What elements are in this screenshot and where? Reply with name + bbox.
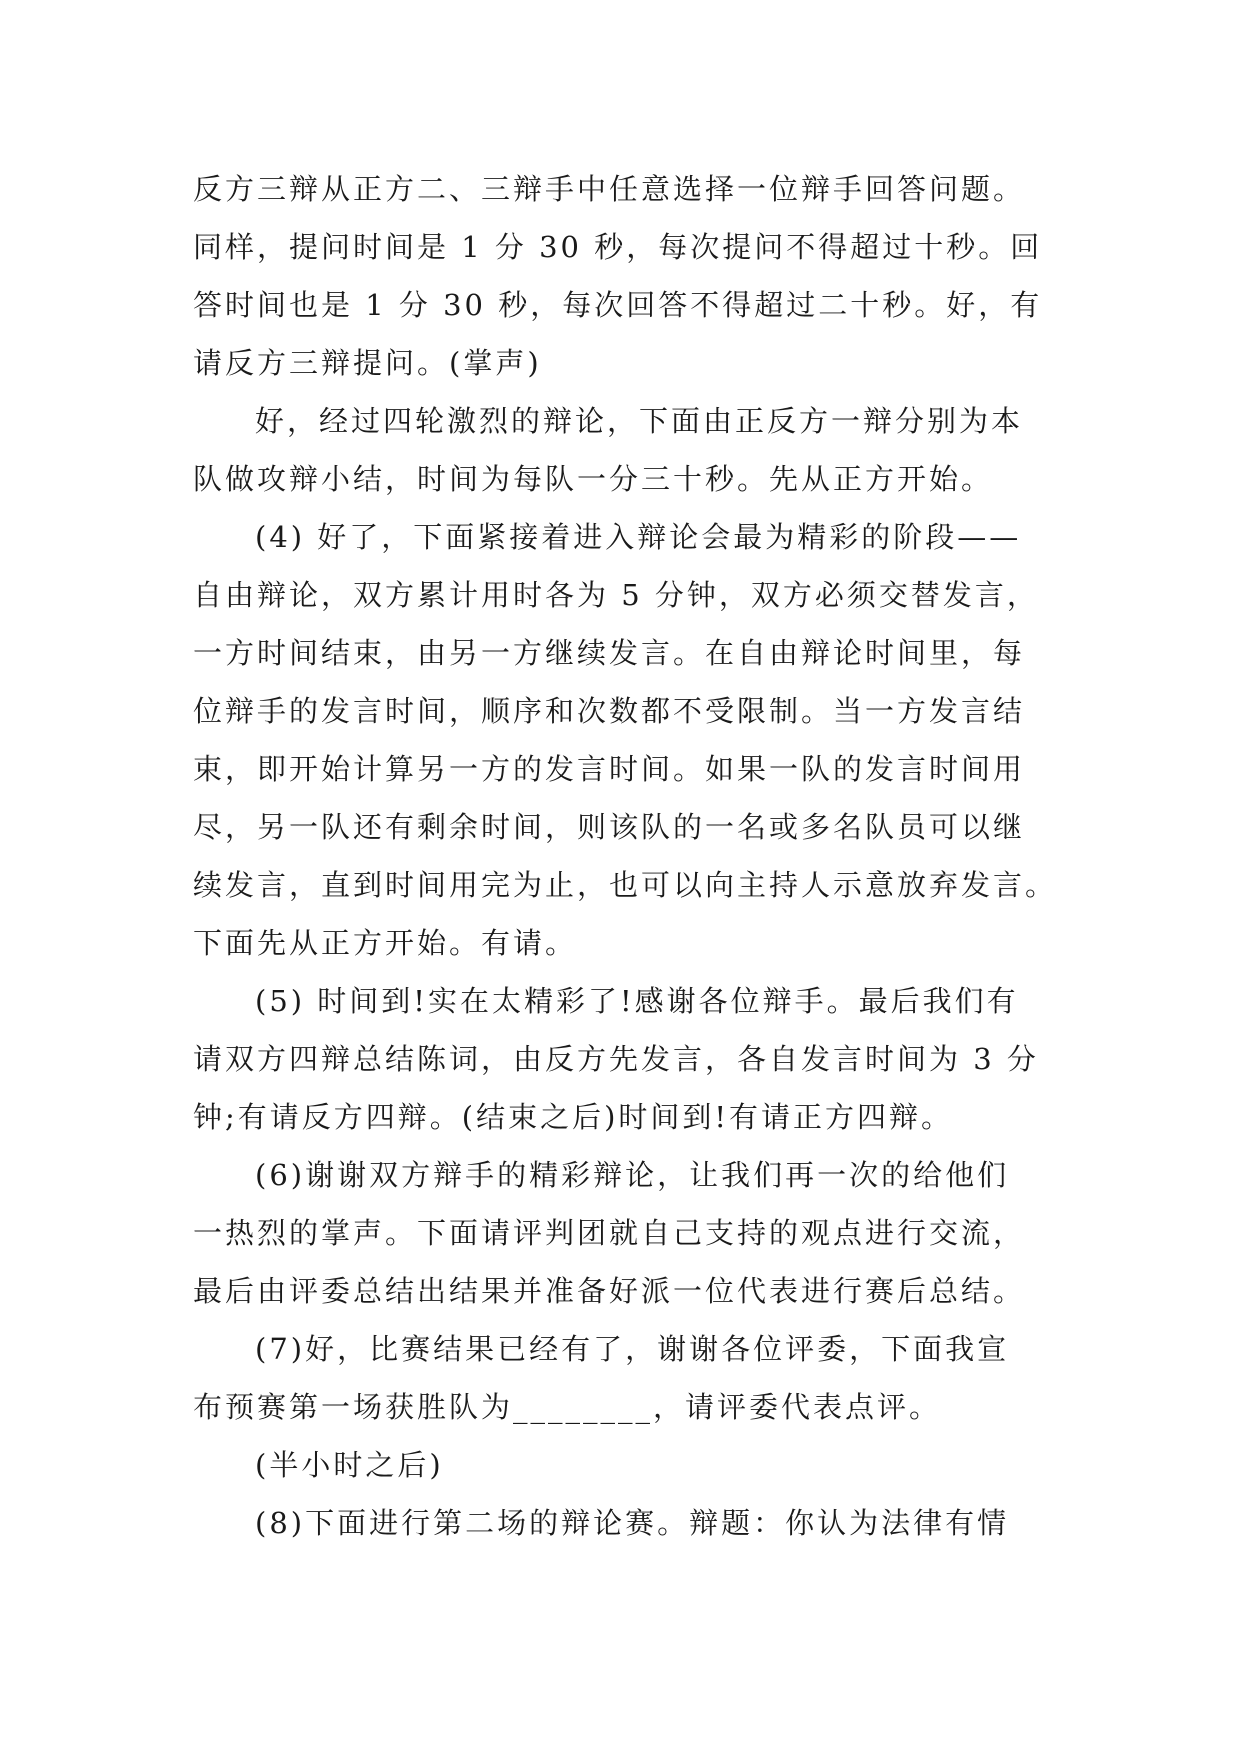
text-line-3: 答时间也是 1 分 30 秒，每次回答不得超过二十秒。好，有 <box>193 288 1043 322</box>
text-line-7: (4) 好了，下面紧接着进入辩论会最为精彩的阶段—— <box>255 520 1022 554</box>
text-line-9: 一方时间结束，由另一方继续发言。在自由辩论时间里，每 <box>193 636 1026 670</box>
text-line-1: 反方三辩从正方二、三辩手中任意选择一位辩手回答问题。 <box>193 172 1026 206</box>
text-line-18: (6)谢谢双方辩手的精彩辩论，让我们再一次的给他们 <box>255 1158 1010 1192</box>
text-line-4: 请反方三辩提问。(掌声) <box>193 346 542 380</box>
text-line-17: 钟;有请反方四辩。(结束之后)时间到!有请正方四辩。 <box>193 1100 954 1134</box>
text-line-23: (半小时之后) <box>255 1448 444 1482</box>
text-line-20: 最后由评委总结出结果并准备好派一位代表进行赛后总结。 <box>193 1274 1026 1308</box>
text-line-10: 位辩手的发言时间，顺序和次数都不受限制。当一方发言结 <box>193 694 1026 728</box>
text-line-11: 束，即开始计算另一方的发言时间。如果一队的发言时间用 <box>193 752 1026 786</box>
text-line-12: 尽，另一队还有剩余时间，则该队的一名或多名队员可以继 <box>193 810 1026 844</box>
text-line-22: 布预赛第一场获胜队为________，请评委代表点评。 <box>193 1390 942 1424</box>
text-line-24: (8)下面进行第二场的辩论赛。辩题：你认为法律有情 <box>255 1506 1010 1540</box>
text-line-5: 好，经过四轮激烈的辩论，下面由正反方一辩分别为本 <box>255 404 1024 438</box>
text-line-16: 请双方四辩总结陈词，由反方先发言，各自发言时间为 3 分 <box>193 1042 1039 1076</box>
text-line-14: 下面先从正方开始。有请。 <box>193 926 578 960</box>
text-line-6: 队做攻辩小结，时间为每队一分三十秒。先从正方开始。 <box>193 462 994 496</box>
text-line-2: 同样，提问时间是 1 分 30 秒，每次提问不得超过十秒。回 <box>193 230 1043 264</box>
text-line-8: 自由辩论，双方累计用时各为 5 分钟，双方必须交替发言， <box>193 578 1039 612</box>
text-line-15: (5) 时间到!实在太精彩了!感谢各位辩手。最后我们有 <box>255 984 1019 1018</box>
text-line-19: 一热烈的掌声。下面请评判团就自己支持的观点进行交流， <box>193 1216 1026 1250</box>
body-text <box>193 160 1073 1552</box>
text-line-13: 续发言，直到时间用完为止，也可以向主持人示意放弃发言。 <box>193 868 1058 902</box>
text-line-21: (7)好，比赛结果已经有了，谢谢各位评委，下面我宣 <box>255 1332 1010 1366</box>
